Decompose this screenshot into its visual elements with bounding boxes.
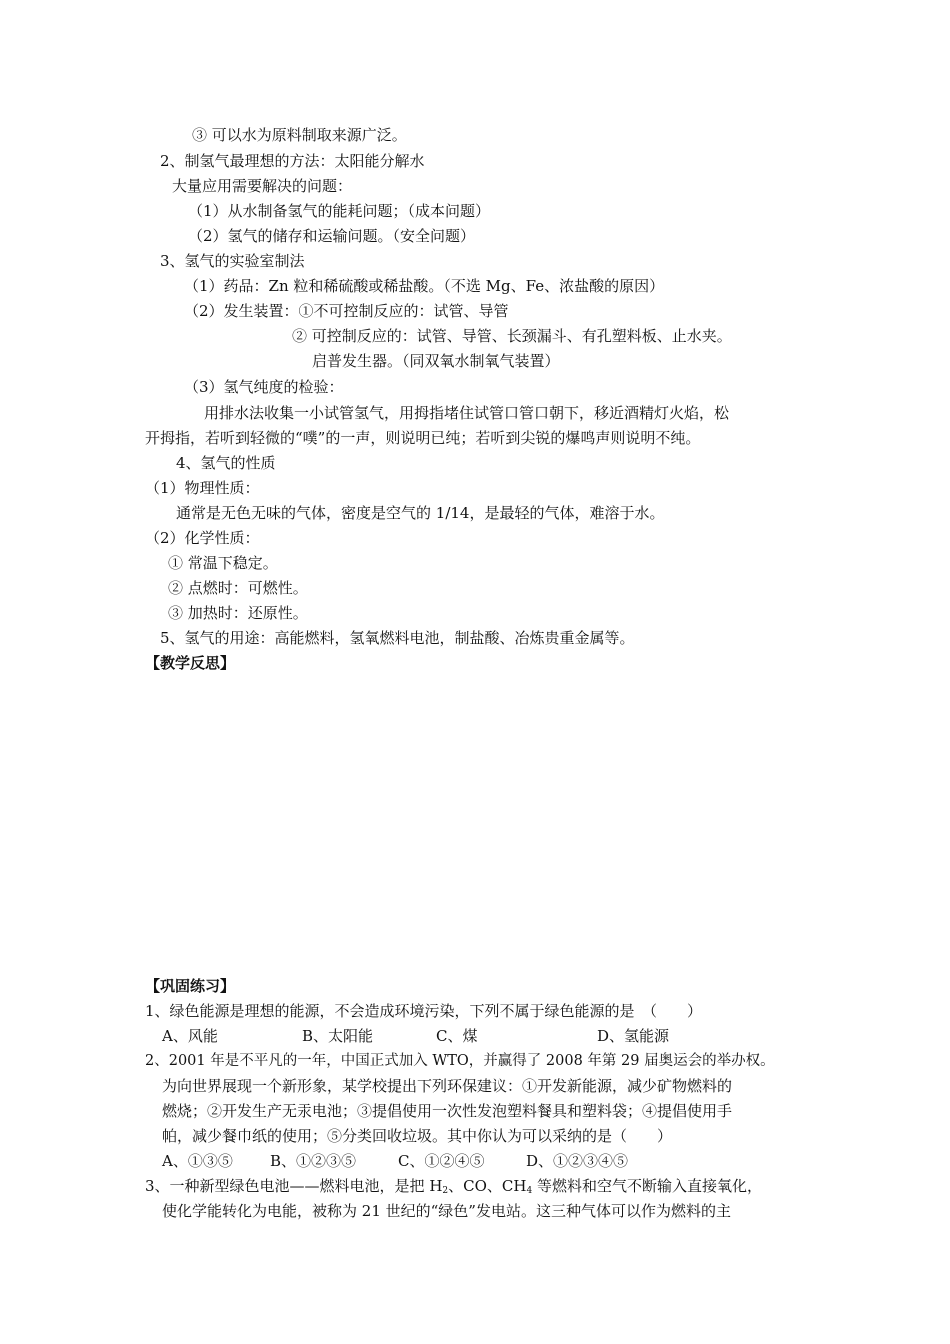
question-line: 1、绿色能源是理想的能源，不会造成环境污染，下列不属于绿色能源的是 （ ） [145,1002,703,1020]
text-line: 2、制氢气最理想的方法：太阳能分解水 [160,152,425,170]
text-line: （1）从水制备氢气的能耗问题；（成本问题） [188,202,491,220]
question-line: 2、2001 年是不平凡的一年，中国正式加入 WTO，并赢得了 2008 年第 29 届奥运会的举办权。 [145,1053,775,1069]
subscript: 4 [526,1186,533,1196]
option: B、①②③⑤ [270,1152,357,1170]
text-line: 大量应用需要解决的问题： [172,177,353,195]
option: A、①③⑤ [162,1152,233,1170]
option: B、太阳能 [302,1027,374,1045]
text-line: 启普发生器。（同双氧水制氧气装置） [312,352,560,370]
text-line: （1）物理性质： [145,479,260,497]
text-line: （2）化学性质： [145,529,260,547]
text-line: 通常是无色无味的气体，密度是空气的 1/14，是最轻的气体，难溶于水。 [176,504,665,522]
text-line: 用排水法收集一小试管氢气，用拇指堵住试管口管口朝下，移近酒精灯火焰，松 [204,404,730,422]
section-heading: 【教学反思】 [145,654,236,672]
section-heading: 【巩固练习】 [145,977,236,995]
text-segment: 等燃料和空气不断输入直接氧化， [532,1177,762,1195]
option: C、①②④⑤ [398,1152,485,1170]
text-line: 3、氢气的实验室制法 [160,252,305,270]
text-line: （2）氢气的储存和运输问题。（安全问题） [188,227,476,245]
text-segment: 、CO、CH [448,1177,527,1195]
question-line: 帕，减少餐巾纸的使用；⑤分类回收垃圾。其中你认为可以采纳的是（ ） [162,1127,673,1145]
text-segment: 3、一种新型绿色电池——燃料电池，是把 H [145,1177,443,1195]
text-line: 开拇指，若听到轻微的“噗”的一声，则说明已纯；若听到尖锐的爆鸣声则说明不纯。 [145,429,701,447]
text-line: ③ 加热时：还原性。 [168,604,308,622]
text-line: （2）发生装置：①不可控制反应的：试管、导管 [184,302,509,320]
text-line: ② 点燃时：可燃性。 [168,579,308,597]
text-line: 4、氢气的性质 [176,454,276,472]
text-line: ② 可控制反应的：试管、导管、长颈漏斗、有孔塑料板、止水夹。 [292,327,732,345]
question-line: 燃烧；②开发生产无汞电池；③提倡使用一次性发泡塑料餐具和塑料袋；④提倡使用手 [162,1102,733,1120]
text-line: ③ 可以水为原料制取来源广泛。 [192,126,407,144]
question-line: 为向世界展现一个新形象，某学校提出下列环保建议：①开发新能源，减少矿物燃料的 [162,1077,733,1095]
subscript: 2 [442,1186,449,1196]
text-line: （1）药品：Zn 粒和稀硫酸或稀盐酸。（不选 Mg、Fe、浓盐酸的原因） [184,277,665,295]
text-line: （3）氢气纯度的检验： [184,378,344,396]
option: D、①②③④⑤ [526,1152,629,1170]
option: C、煤 [436,1027,478,1045]
option: D、氢能源 [597,1027,670,1045]
text-line: 5、氢气的用途：高能燃料，氢氧燃料电池，制盐酸、冶炼贵重金属等。 [160,629,635,647]
text-line: ① 常温下稳定。 [168,554,278,572]
question-line: 使化学能转化为电能，被称为 21 世纪的“绿色”发电站。这三种气体可以作为燃料的主 [162,1202,731,1220]
option: A、风能 [162,1027,218,1045]
question-line [145,1176,762,1201]
